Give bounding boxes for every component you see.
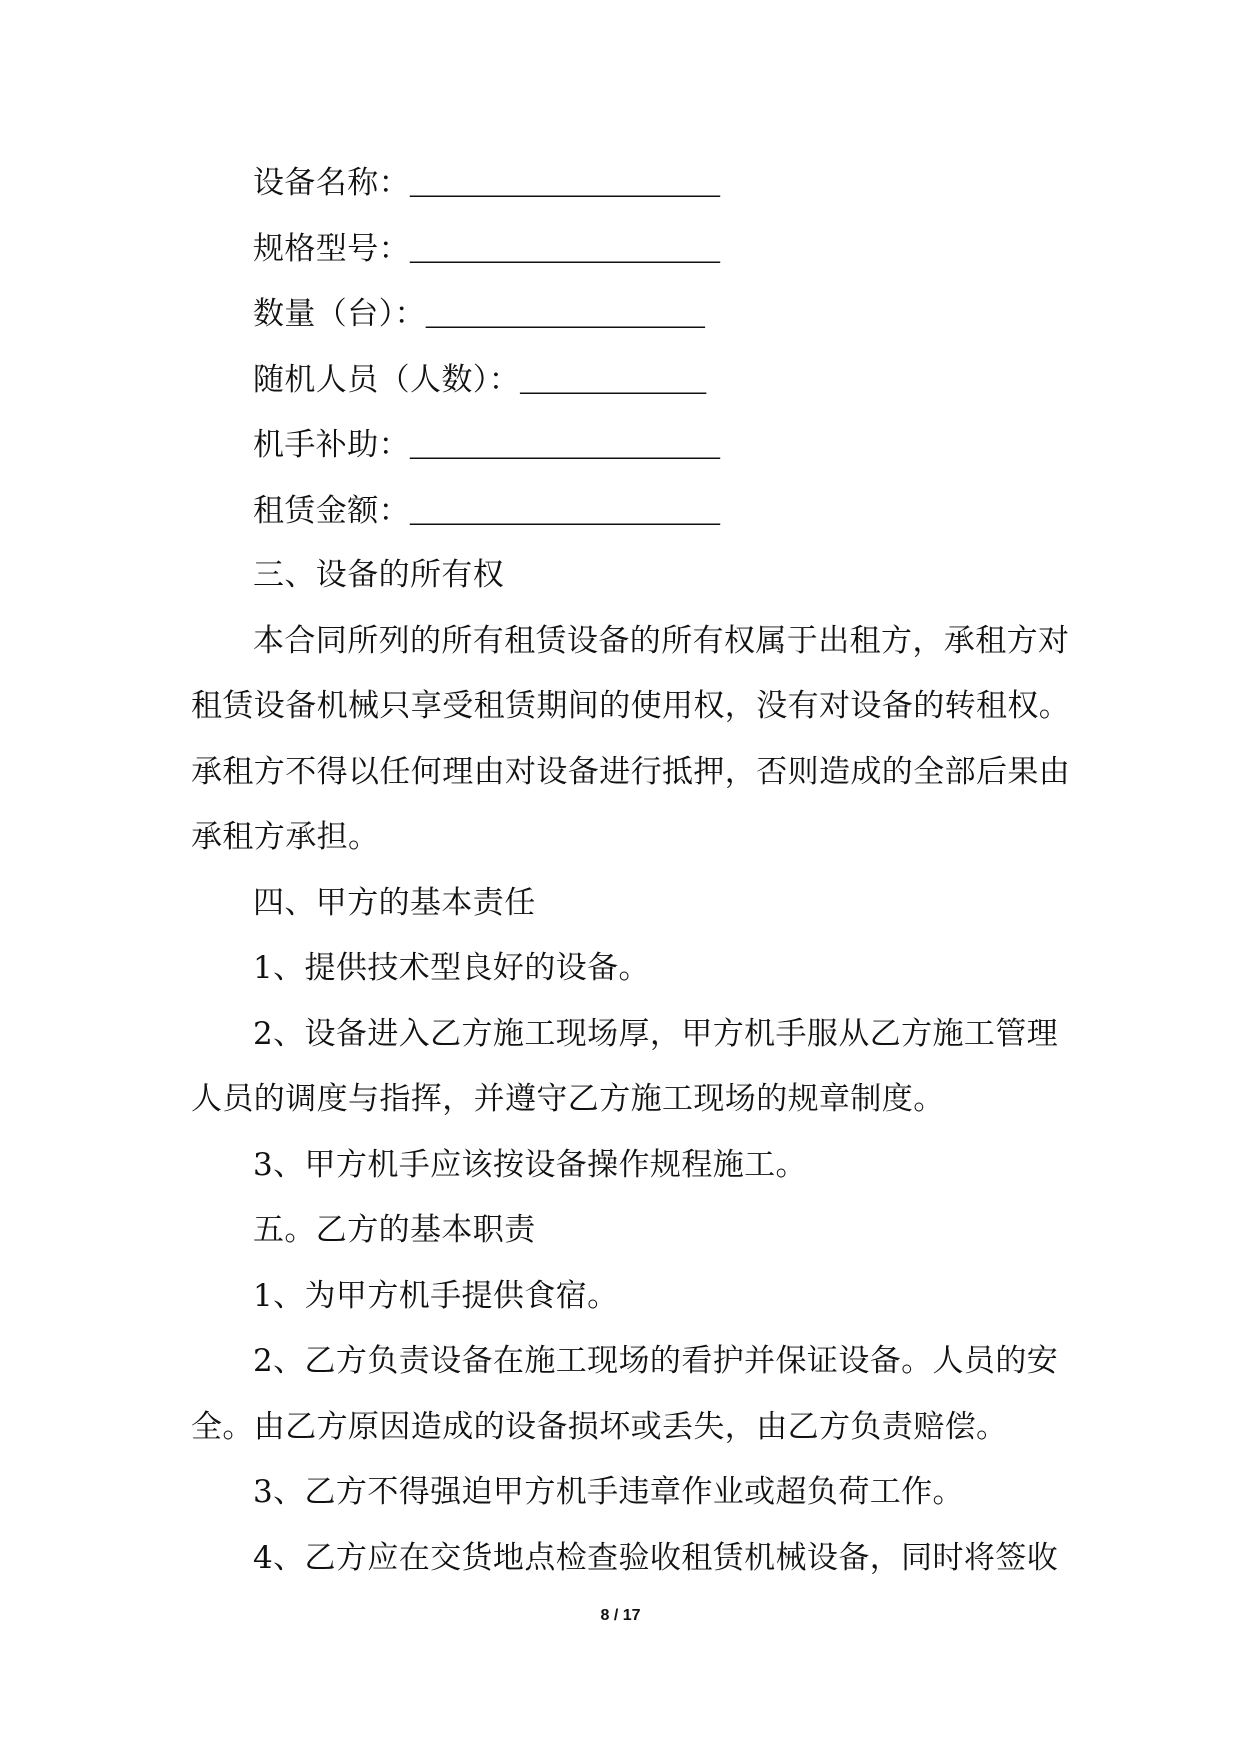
field-operator-count <box>191 347 1111 413</box>
section-heading-party-b-duties: 五。乙方的基本职责 <box>253 1212 536 1248</box>
field-label: 数量（台）： <box>253 296 426 332</box>
fill-in-blank: ____________________ <box>410 427 720 462</box>
page-number: 8 / 17 <box>600 1607 641 1624</box>
fill-in-blank: ____________ <box>520 361 707 397</box>
list-item-line: 人员的调度与指挥，并遵守乙方施工现场的规章制度。 <box>191 1081 945 1117</box>
field-equipment-name <box>191 150 1111 216</box>
section-heading-party-a-duties: 四、甲方的基本责任 <box>253 884 536 921</box>
paragraph-line: 本合同所列的所有租赁设备的所有权属于出租方，承租方对 <box>253 622 1070 659</box>
list-item-line: 3、甲方机手应该按设备操作规程施工。 <box>253 1146 807 1183</box>
paragraph-line: 承租方承担。 <box>191 819 380 855</box>
field-model-spec <box>191 216 1111 282</box>
field-label: 机手补助： <box>253 427 410 463</box>
fill-in-blank: ____________________ <box>410 165 720 200</box>
list-item-line: 2、乙方负责设备在施工现场的看护并保证设备。人员的安 <box>253 1343 1059 1379</box>
document-body <box>191 150 1111 1591</box>
section-heading-ownership: 三、设备的所有权 <box>253 557 505 593</box>
list-item-line: 1、为甲方机手提供食宿。 <box>253 1277 619 1314</box>
field-label: 租赁金额： <box>253 492 410 529</box>
list-item-line: 全。由乙方原因造成的设备损坏或丢失，由乙方负责赔偿。 <box>191 1408 1008 1445</box>
paragraph-line: 租赁设备机械只享受租赁期间的使用权，没有对设备的转租权。 <box>191 688 1071 724</box>
field-label: 随机人员（人数）： <box>253 361 521 398</box>
list-item-line: 3、乙方不得强迫甲方机手违章作业或超负荷工作。 <box>253 1474 964 1510</box>
field-label: 规格型号： <box>253 230 410 267</box>
paragraph-line: 承租方不得以任何理由对设备进行抵押，否则造成的全部后果由 <box>191 753 1071 790</box>
fill-in-blank: __________________ <box>425 296 705 331</box>
list-item-line: 1、提供技术型良好的设备。 <box>253 950 650 986</box>
field-quantity <box>191 281 1111 347</box>
fill-in-blank: ____________________ <box>410 492 720 528</box>
list-item-line: 2、设备进入乙方施工现场厚，甲方机手服从乙方施工管理 <box>253 1015 1059 1052</box>
list-item-line: 4、乙方应在交货地点检查验收租赁机械设备，同时将签收 <box>253 1539 1059 1576</box>
field-operator-subsidy <box>191 412 1111 478</box>
field-rental-amount <box>191 478 1111 544</box>
field-label: 设备名称： <box>253 165 410 201</box>
fill-in-blank: ____________________ <box>410 230 720 266</box>
